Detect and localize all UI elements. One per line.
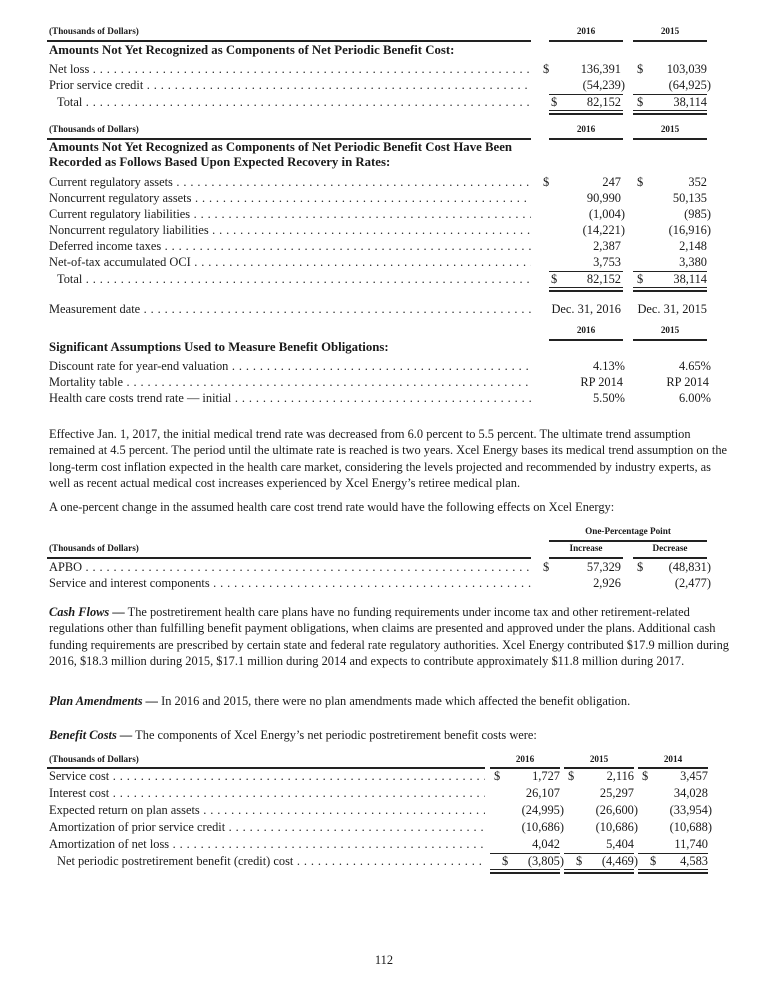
- table-row: [49, 238, 709, 254]
- table-row: [49, 559, 709, 575]
- value-2015: 50,135: [672, 191, 707, 205]
- paragraph-plan-amendments: [49, 693, 729, 709]
- unit-label: (Thousands of Dollars): [49, 754, 139, 764]
- value-2014: (10,688): [669, 820, 712, 834]
- currency-symbol: $: [543, 175, 550, 189]
- column-header-2014: 2014: [663, 754, 683, 764]
- section-title-line: Recorded as Follows Based Upon Expected Recovery in Rates:: [49, 155, 391, 169]
- header-rule: [549, 138, 623, 140]
- value-2016: (1,004): [588, 207, 625, 221]
- value-2016: (24,995): [521, 803, 564, 817]
- table-row-total: [49, 271, 709, 287]
- row-label: Deferred income taxes . . .: [49, 238, 531, 254]
- currency-symbol: $: [568, 769, 575, 783]
- value-2016: 5.50%: [592, 391, 625, 405]
- table-row: [49, 254, 709, 270]
- total-double-rule: [638, 869, 708, 874]
- currency-symbol: $: [637, 175, 644, 189]
- value-2016: 3,753: [593, 255, 621, 269]
- total-double-rule: [633, 287, 707, 292]
- table-row-total: [49, 94, 709, 110]
- section-title: [49, 140, 512, 170]
- currency-symbol: $: [637, 272, 644, 286]
- value-2015: (16,916): [668, 223, 711, 237]
- currency-symbol: $: [650, 854, 657, 868]
- row-label: Current regulatory liabilities . . .: [49, 206, 531, 222]
- paragraph-one-percent: A one-percent change in the assumed health care cost trend rate would have the following effects on Xcel Energy:: [49, 500, 615, 514]
- unit-label: (Thousands of Dollars): [49, 124, 139, 134]
- table-row: [49, 819, 711, 835]
- row-label: Net loss . . .: [49, 61, 531, 77]
- value-2016: 82,152: [586, 95, 621, 109]
- paragraph-cash-flows: [49, 604, 729, 670]
- row-label: APBO . . .: [49, 559, 531, 575]
- value-2015: 4.65%: [678, 359, 711, 373]
- section-title: Significant Assumptions Used to Measure Benefit Obligations:: [49, 340, 389, 354]
- value-2016: 82,152: [586, 272, 621, 286]
- table-row: [49, 802, 711, 818]
- row-label: Current regulatory assets . . .: [49, 174, 531, 190]
- value-2014: 4,583: [680, 854, 708, 868]
- value-2016: (54,239): [582, 78, 625, 92]
- header-rule: [633, 339, 707, 341]
- value-2016: 1,727: [532, 769, 560, 783]
- value-2015: 2,116: [606, 769, 634, 783]
- value-2015: RP 2014: [666, 375, 709, 389]
- cash-flows-heading: Cash Flows —: [49, 605, 125, 619]
- column-header-2016: 2016: [576, 124, 596, 134]
- column-header-2016: 2016: [576, 325, 596, 335]
- header-rule: [633, 138, 707, 140]
- unit-label: (Thousands of Dollars): [49, 26, 139, 36]
- currency-symbol: $: [551, 95, 558, 109]
- row-label: Amortization of prior service credit . . .: [49, 819, 485, 835]
- column-header-2016: 2016: [515, 754, 535, 764]
- value-2015: 5,404: [606, 837, 634, 851]
- row-label: Discount rate for year-end valuation . . .: [49, 358, 531, 374]
- row-label: Prior service credit . . .: [49, 77, 531, 93]
- currency-symbol: $: [637, 62, 644, 76]
- row-label: Total . . .: [57, 94, 531, 110]
- row-label: Net periodic postretirement benefit (credit) cost . . .: [57, 853, 485, 869]
- value-2014: 11,740: [674, 837, 708, 851]
- header-rule: [633, 40, 707, 42]
- total-double-rule: [564, 869, 634, 874]
- table-row: [49, 390, 709, 406]
- row-label: Service cost . . .: [49, 768, 485, 784]
- value-2016: RP 2014: [580, 375, 623, 389]
- section-title: Amounts Not Yet Recognized as Components of Net Periodic Benefit Cost:: [49, 43, 455, 57]
- total-double-rule: [633, 110, 707, 115]
- column-header-decrease: Decrease: [652, 543, 688, 553]
- value-2015: 38,114: [673, 95, 707, 109]
- column-header-2015: 2015: [660, 325, 680, 335]
- row-label: Amortization of net loss . . .: [49, 836, 485, 852]
- currency-symbol: $: [494, 769, 501, 783]
- total-double-rule: [549, 287, 623, 292]
- value-2015: 38,114: [673, 272, 707, 286]
- table-row: [49, 374, 709, 390]
- value-decrease: (2,477): [674, 576, 711, 590]
- group-header-rule: [549, 540, 707, 542]
- value-2015: (4,469): [601, 854, 638, 868]
- value-2016: Dec. 31, 2016: [551, 302, 621, 316]
- benefit-costs-heading: Benefit Costs —: [49, 728, 133, 742]
- header-rule: [47, 40, 531, 42]
- table-row: [49, 77, 709, 93]
- value-2015: 25,297: [599, 786, 634, 800]
- column-header-2015: 2015: [660, 26, 680, 36]
- value-2015: (10,686): [595, 820, 638, 834]
- row-label: Mortality table . . .: [49, 374, 531, 390]
- table-row: [49, 222, 709, 238]
- plan-amendments-heading: Plan Amendments —: [49, 694, 159, 708]
- table-row: [49, 190, 709, 206]
- value-2015: 3,380: [679, 255, 707, 269]
- currency-symbol: $: [551, 272, 558, 286]
- value-2016: (3,805): [527, 854, 564, 868]
- value-2016: 90,990: [586, 191, 621, 205]
- currency-symbol: $: [543, 560, 550, 574]
- column-header-2015: 2015: [589, 754, 609, 764]
- plan-amendments-body: In 2016 and 2015, there were no plan amendments made which affected the benefit obligation.: [158, 694, 631, 708]
- value-2015: (985): [684, 207, 711, 221]
- row-label: Noncurrent regulatory assets . . .: [49, 190, 531, 206]
- value-2015: 103,039: [666, 62, 707, 76]
- value-2014: (33,954): [669, 803, 712, 817]
- column-header-2016: 2016: [576, 26, 596, 36]
- value-2015: 352: [688, 175, 707, 189]
- value-2016: 2,387: [593, 239, 621, 253]
- table-row: [49, 836, 711, 852]
- value-2015: (64,925): [668, 78, 711, 92]
- group-header: One-Percentage Point: [585, 526, 671, 536]
- row-label: Measurement date . . .: [49, 301, 531, 317]
- page-number: 112: [374, 953, 394, 967]
- value-increase: 2,926: [593, 576, 621, 590]
- table-row: [49, 768, 711, 784]
- row-label: Expected return on plan assets . . .: [49, 802, 485, 818]
- column-header-2015: 2015: [660, 124, 680, 134]
- row-label: Interest cost . . .: [49, 785, 485, 801]
- column-header-increase: Increase: [569, 543, 603, 553]
- currency-symbol: $: [637, 560, 644, 574]
- header-rule: [549, 339, 623, 341]
- row-label: Service and interest components . . .: [49, 575, 531, 591]
- value-increase: 57,329: [586, 560, 621, 574]
- table-row: [49, 206, 709, 222]
- paragraph-benefit-costs: [49, 727, 729, 743]
- currency-symbol: $: [543, 62, 550, 76]
- row-label: Health care costs trend rate — initial . . .: [49, 390, 531, 406]
- section-title-line: Amounts Not Yet Recognized as Components of Net Periodic Benefit Cost Have Been: [49, 140, 512, 154]
- currency-symbol: $: [576, 854, 583, 868]
- table-row: [49, 174, 709, 190]
- table-row: [49, 61, 709, 77]
- value-2014: 34,028: [673, 786, 708, 800]
- total-double-rule: [490, 869, 560, 874]
- value-2016: (10,686): [521, 820, 564, 834]
- value-2016: 247: [602, 175, 621, 189]
- value-2016: 136,391: [580, 62, 621, 76]
- currency-symbol: $: [502, 854, 509, 868]
- row-label: Noncurrent regulatory liabilities . . .: [49, 222, 531, 238]
- value-2016: 4.13%: [592, 359, 625, 373]
- benefit-costs-body: The components of Xcel Energy’s net periodic postretirement benefit costs were:: [132, 728, 537, 742]
- value-2016: (14,221): [582, 223, 625, 237]
- measurement-date-row: [49, 301, 709, 317]
- value-decrease: (48,831): [668, 560, 711, 574]
- value-2015: 2,148: [679, 239, 707, 253]
- paragraph-trend-rate: Effective Jan. 1, 2017, the initial medical trend rate was decreased from 6.0 percent to 5.5 percent. The ultimate trend assumption remained at 4.5 percent. The period until the ultimate rate is reached is two years. Xcel Energy bases its medical trend assumption on the long-term cost inflation expected in the health care market, considering the levels projected and recommended by industry experts, as well as recent actual medical cost increases experienced by Xcel Energy’s retiree medical plan.: [49, 427, 728, 491]
- value-2015: 6.00%: [678, 391, 711, 405]
- header-rule: [549, 40, 623, 42]
- table-row-total: [49, 853, 711, 869]
- row-label: Net-of-tax accumulated OCI . . .: [49, 254, 531, 270]
- cash-flows-body: The postretirement health care plans have no funding requirements under income tax and other retirement-related regulations other than fulfilling benefit payment obligations, when claims are presented and approved under the plans. Additional cash funding requirements are prescribed by certain state and federal rate regulatory authorities. Xcel Energy contributed $17.9 million during 2016, $18.3 million during 2015, $17.1 million during 2014 and expects to contribute approximately $11.8 million during 2017.: [49, 605, 729, 669]
- table-row: [49, 358, 709, 374]
- row-label: Total . . .: [57, 271, 531, 287]
- value-2015: (26,600): [595, 803, 638, 817]
- table-row: [49, 785, 711, 801]
- value-2015: Dec. 31, 2015: [637, 302, 707, 316]
- currency-symbol: $: [642, 769, 649, 783]
- value-2014: 3,457: [680, 769, 708, 783]
- total-double-rule: [549, 110, 623, 115]
- table-row: [49, 575, 709, 591]
- currency-symbol: $: [637, 95, 644, 109]
- value-2016: 4,042: [532, 837, 560, 851]
- unit-label: (Thousands of Dollars): [49, 543, 139, 553]
- value-2016: 26,107: [525, 786, 560, 800]
